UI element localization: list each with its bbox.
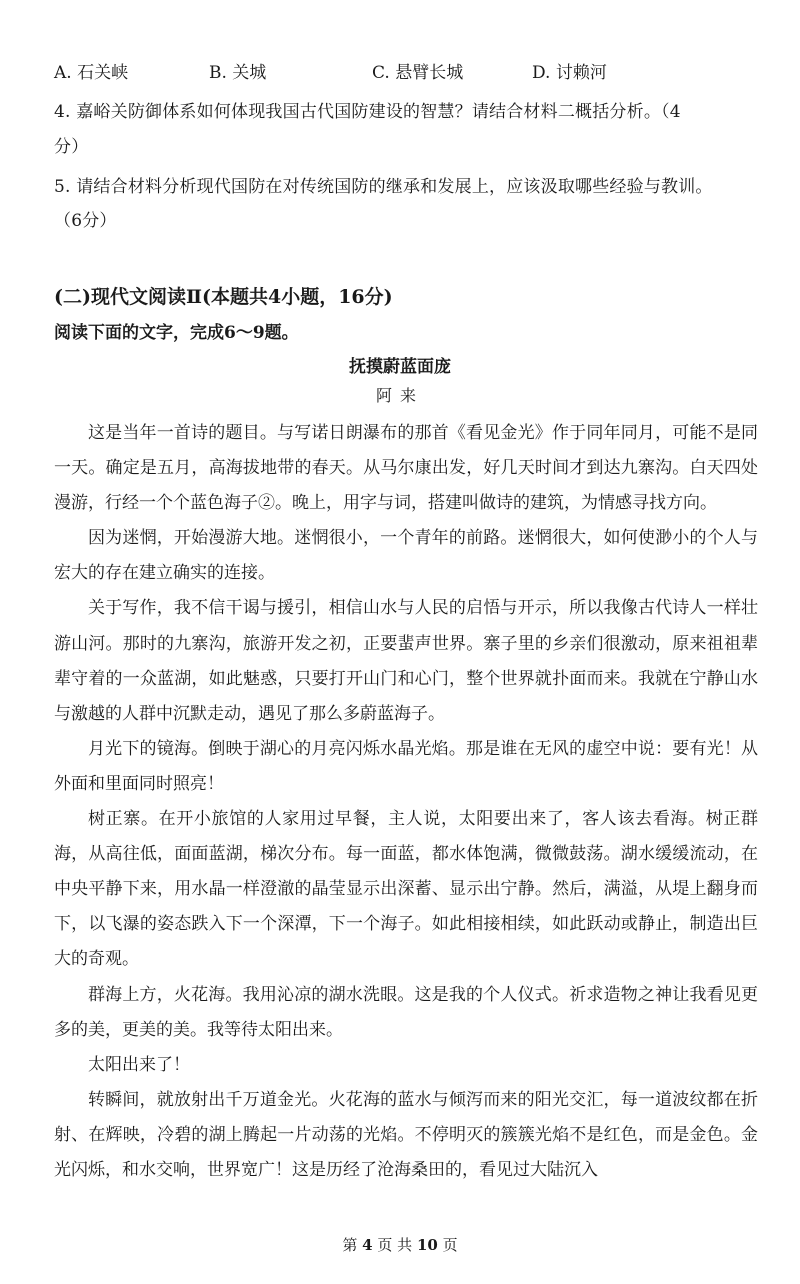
question-4-line-1: 4. 嘉峪关防御体系如何体现我国古代国防建设的智慧？请结合材料二概括分析。（4 [54, 102, 681, 122]
option-d: D. 讨赖河 [532, 63, 607, 83]
option-a: A. 石关峡 [54, 63, 129, 83]
section-heading: (二)现代文阅读Ⅱ(本题共4小题，16分) [54, 286, 393, 308]
article-paragraph: 树正寨。在开小旅馆的人家用过早餐，主人说，太阳要出来了，客人该去看海。树正群海，从高往低，面面蓝湖，梯次分布。每一面蓝，都水体饱满，微微鼓荡。湖水缓缓流动，在中央平静下来，用水晶一样澄澈的晶莹显示出深蓄、显示出宁静。然后，满溢，从堤上翻身而下，以飞瀑的姿态跌入下一个深潭，下一个海子。如此相接相续，如此跃动或静止，制造出巨大的奇观。 [54, 809, 758, 970]
article-paragraph: 这是当年一首诗的题目。与写诺日朗瀑布的那首《看见金光》作于同年同月，可能不是同一天。确定是五月，高海拔地带的春天。从马尔康出发，好几天时间才到达九寨沟。白天四处漫游，行经一个个蓝色海子②。晚上，用字与词，搭建叫做诗的建筑，为情感寻找方向。 [54, 423, 758, 514]
article-paragraph: 转瞬间，就放射出千万道金光。火花海的蓝水与倾泻而来的阳光交汇，每一道波纹都在折射、在辉映，冷碧的湖上腾起一片动荡的光焰。不停明灭的簇簇光焰不是红色，而是金色。金光闪烁，和水交响，世界宽广！这是历经了沧海桑田的，看见过大陆沉入 [54, 1089, 758, 1180]
article-body [54, 416, 758, 1188]
question-5-line-1: 5. 请结合材料分析现代国防在对传统国防的继承和发展上，应该汲取哪些经验与教训。 [54, 177, 713, 197]
article-paragraph: 月光下的镜海。倒映于湖心的月亮闪烁水晶光焰。那是谁在无风的虚空中说：要有光！从外面和里面同时照亮！ [54, 738, 758, 794]
question-5-line-2: （6分） [54, 211, 117, 231]
footer-middle: 页 共 [377, 1236, 413, 1254]
option-b: B. 关城 [209, 63, 267, 83]
footer-prefix: 第 [342, 1236, 358, 1254]
answer-options [54, 58, 754, 86]
page-footer [0, 1234, 800, 1255]
article-paragraph: 关于写作，我不信干谒与援引，相信山水与人民的启悟与开示，所以我像古代诗人一样壮游山河。那时的九寨沟，旅游开发之初，正要蜚声世界。寨子里的乡亲们很激动，原来祖祖辈辈守着的一众蓝湖，如此魅惑，只要打开山门和心门，整个世界就扑面而来。我就在宁静山水与激越的人群中沉默走动，遇见了那么多蔚蓝海子。 [54, 598, 758, 724]
article-paragraph: 因为迷惘，开始漫游大地。迷惘很小，一个青年的前路。迷惘很大，如何使渺小的个人与宏大的存在建立确实的连接。 [54, 528, 758, 584]
article-title: 抚摸蔚蓝面庞 [349, 357, 451, 377]
page-number: 4 [362, 1236, 373, 1254]
article-paragraph: 群海上方，火花海。我用沁凉的湖水洗眼。这是我的个人仪式。祈求造物之神让我看见更多的美，更美的美。我等待太阳出来。 [54, 984, 758, 1040]
section-instruction: 阅读下面的文字，完成6～9题。 [54, 323, 299, 343]
page-total: 10 [416, 1236, 438, 1254]
footer-suffix: 页 [442, 1236, 458, 1254]
question-4-line-2: 分） [54, 137, 89, 157]
article-paragraph: 太阳出来了！ [88, 1054, 190, 1075]
article-author: 阿来 [375, 386, 424, 405]
option-c: C. 悬臂长城 [372, 63, 464, 83]
